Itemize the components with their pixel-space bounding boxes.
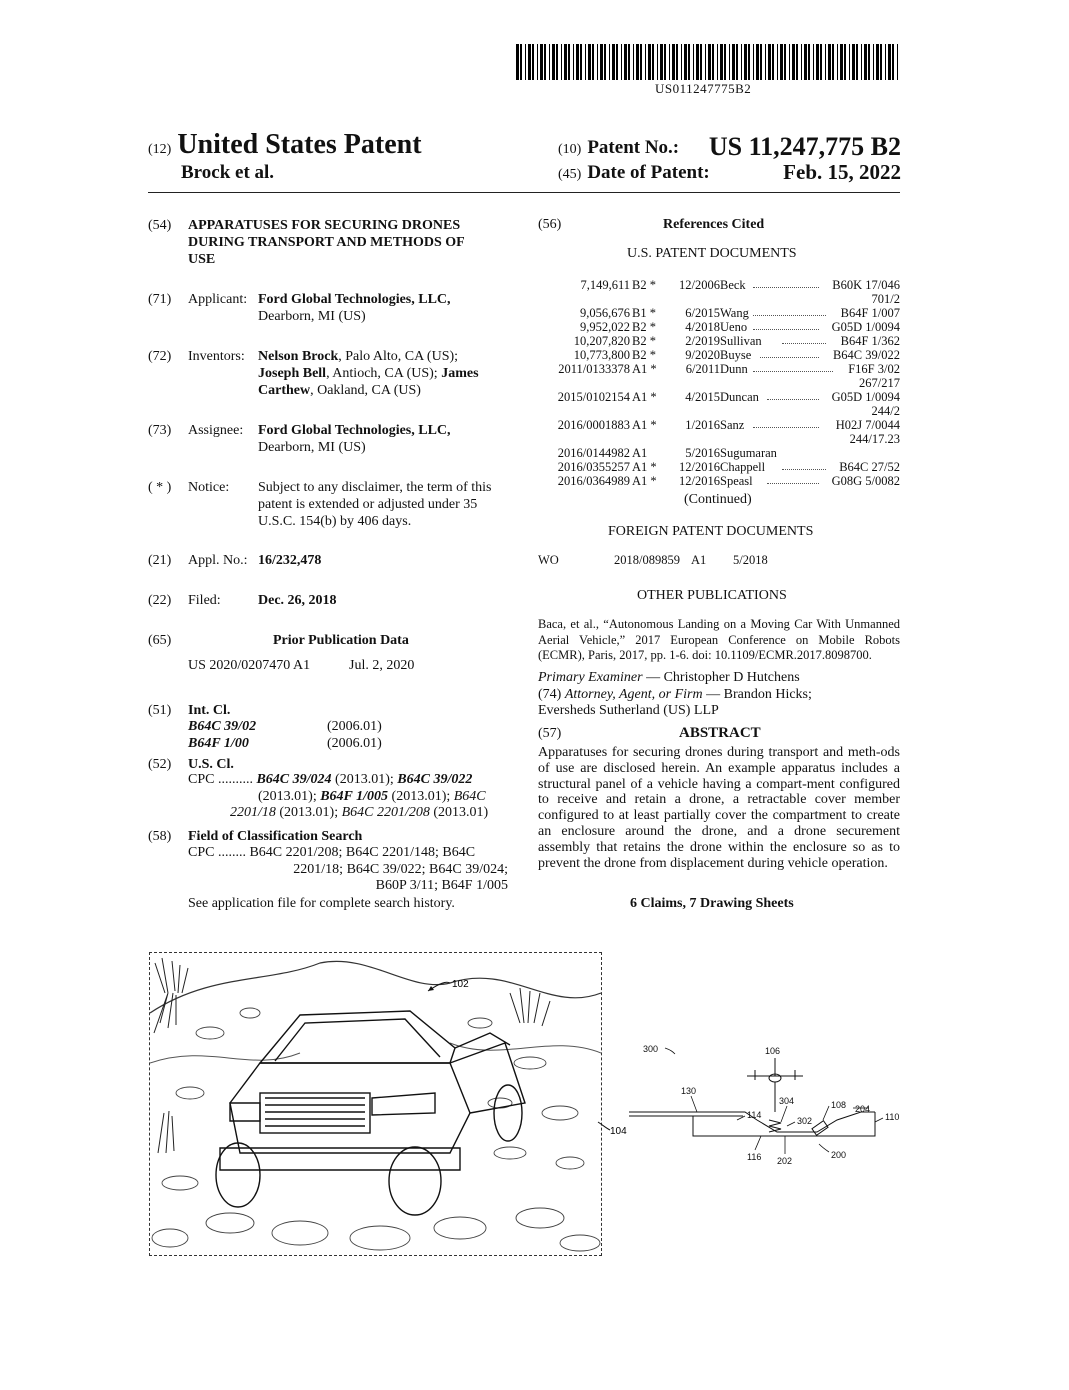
ref-date: 6/2015 [685,306,720,320]
patent-type-title [148,129,422,161]
date-of-patent-label [558,162,710,184]
ref-200: 200 [831,1150,847,1160]
date-code: (45) [558,167,582,182]
us-cl-code: (52) [148,757,172,772]
us-docs-heading: U.S. PATENT DOCUMENTS [627,246,797,261]
ref-130: 130 [681,1086,697,1096]
ref-number: 9,056,676 [580,306,630,320]
ref-number: 2016/0001883 [557,418,630,432]
ref-204: 204 [855,1104,871,1114]
ref-116: 116 [747,1152,762,1162]
us-reference-row [538,474,900,488]
ref-kind: B2 * [632,348,656,362]
patent-number-label [558,137,679,159]
foreign-docs-heading: FOREIGN PATENT DOCUMENTS [608,524,814,539]
inventor-short: Brock et al. [181,162,275,183]
us-cl-label: U.S. Cl. [188,757,234,772]
date-label-text: Date of Patent: [587,162,710,183]
ref-class: G05D 1/0094 [831,320,900,334]
field-search-code: (58) [148,829,172,844]
ref-class: B64C 39/022 [832,348,900,362]
ref-inventor: Sanz [720,418,745,432]
ref-300: 300 [643,1044,659,1054]
patent-number-label-text: Patent No.: [587,137,680,158]
attorney-firm: Eversheds Sutherland (US) LLP [538,703,719,718]
int-cl-version: (2006.01) [327,719,382,734]
cpc-year: (2013.01); [258,788,321,804]
primary-examiner [538,670,800,686]
us-reference-row [538,348,900,362]
foreign-date: 5/2018 [733,553,768,567]
header-rule [148,192,900,193]
assignee [258,422,451,456]
us-reference-row [538,362,900,390]
field-search-classes [188,845,508,895]
cpc-class: B64F 1/005 [320,788,389,804]
int-cl-version: (2006.01) [327,736,382,751]
ref-class: F16F 3/02 [848,362,900,376]
ref-inventor: Chappell [720,460,766,474]
claims-sheets: 6 Claims, 7 Drawing Sheets [630,896,794,911]
us-reference-row [538,320,900,334]
notice-code: ( * ) [148,480,172,495]
field-search-line: B60P 3/11; B64F 1/005 [375,878,508,893]
ref-110: 110 [885,1112,900,1122]
applicant-location: Dearborn, MI (US) [258,309,366,324]
ref-class: B60K 17/046 [832,278,900,292]
ref-leader-dots [753,371,833,372]
field-search-line: 2201/18; B64C 39/022; B64C 39/024; [293,861,508,877]
refs-heading: References Cited [663,217,765,232]
ref-106: 106 [765,1046,781,1056]
appl-label: Appl. No.: [188,553,248,568]
ref-kind: A1 * [632,460,657,474]
inventor-location: , Palo Alto, CA (US); [338,349,459,364]
abstract-text: Apparatuses for securing drones during transport and meth-ods of use are disclosed herein. An example apparatus includes a structural panel of a vehicle having a compart-ment configured to receive and retain a drone, a retractable cover member configured to at least partially cover the compartment to create an enclosure around the drone, and a drone securement assembly that retains the drone within the enclosure so as to prevent the drone from displacement during vehicle operation. [538,745,900,871]
ref-date: 4/2015 [685,390,720,404]
assignee-label: Assignee: [188,423,244,438]
prior-pub-date: Jul. 2, 2020 [349,658,415,673]
assignee-name: Ford Global Technologies, LLC, [258,423,451,438]
prior-pub-code: (65) [148,633,172,648]
invention-title-line: APPARATUSES FOR SECURING DRONES [188,218,461,233]
applicant-label: Applicant: [188,292,248,307]
ref-class-cont: 244/17.23 [849,432,900,446]
ref-date: 9/2020 [685,348,720,362]
ref-inventor: Wang [720,306,749,320]
abstract-heading: ABSTRACT [679,725,761,741]
foreign-kind: A1 [691,553,707,567]
abstract-code: (57) [538,726,562,741]
cpc-year: (2013.01); [388,788,454,804]
applicant [258,291,451,325]
inventor-location: , Oakland, CA (US) [310,383,421,398]
invention-title-line: USE [188,252,216,267]
cpc-classes [188,772,510,822]
ref-114: 114 [747,1110,762,1120]
us-reference-row [538,460,900,474]
cpc-year: (2013.01); [275,805,342,820]
other-publication: Baca, et al., “Autonomous Landing on a Moving Car With Unmanned Aerial Vehicle,” 2017 European Conference on Mobile Robots (ECMR), Paris, 2017, pp. 1-6. doi: 10.1109/ECMR.2017.8098700. [538,617,900,662]
ref-inventor: Dunn [720,362,748,376]
prior-pub-heading: Prior Publication Data [273,633,409,648]
ref-class: B64F 1/007 [840,306,900,320]
ref-class: G05D 1/0094 [831,390,900,404]
ref-kind: A1 * [632,418,657,432]
ref-302: 302 [797,1116,813,1126]
appl-code: (21) [148,553,172,568]
ref-kind: B1 * [632,306,656,320]
ref-number: 9,952,022 [580,320,630,334]
ref-class: B64F 1/362 [840,334,900,348]
cpc-class: 2201/18 [230,805,276,820]
ref-class: H02J 7/0044 [835,418,900,432]
filed-code: (22) [148,593,172,608]
ref-leader-dots [760,357,819,358]
date-of-patent: Feb. 15, 2022 [783,160,901,184]
filed-label: Filed: [188,593,221,608]
ref-date: 12/2006 [679,278,720,292]
title-code: (12) [148,142,172,157]
assignee-location: Dearborn, MI (US) [258,440,366,455]
ref-leader-dots [782,343,826,344]
appl-number: 16/232,478 [258,553,322,568]
inventor-name: Nelson Brock [258,349,339,364]
prior-pub-number: US 2020/0207470 A1 [188,658,311,673]
field-search-label: Field of Classification Search [188,829,363,844]
int-cl-class: B64F 1/00 [188,736,249,751]
ref-class: G08G 5/0082 [831,474,900,488]
title-field-code: (54) [148,218,172,233]
ref-date: 4/2018 [685,320,720,334]
cpc-prefix: CPC .......... [188,772,253,787]
notice-line: Subject to any disclaimer, the term of this [258,480,492,495]
us-reference-row [538,418,900,446]
ref-leader-dots [753,329,819,330]
ref-kind: B2 * [632,278,656,292]
int-cl-code: (51) [148,703,172,718]
barcode [516,44,902,80]
inventor-name: Joseph Bell [258,366,327,381]
inventor-name: James [441,366,479,381]
notice-label: Notice: [188,480,230,495]
us-reference-row [538,390,900,418]
ref-number: 2016/0355257 [557,460,630,474]
us-reference-row [538,278,900,306]
ref-202: 202 [777,1156,793,1166]
ref-kind: A1 * [632,390,657,404]
us-reference-row [538,334,900,348]
ref-inventor: Buyse [720,348,752,362]
ref-leader-dots [767,483,819,484]
ref-inventor: Speasl [720,474,753,488]
patent-number: US 11,247,775 B2 [708,132,901,161]
ref-date: 1/2016 [685,418,720,432]
attorney-label: Attorney, Agent, or Firm [564,687,703,702]
ref-number: 2011/0133378 [558,362,630,376]
filed-date: Dec. 26, 2018 [258,593,337,608]
ref-inventor: Duncan [720,390,759,404]
cpc-class: B64C 39/024 [256,772,332,787]
refs-continued: (Continued) [684,492,752,507]
ref-108: 108 [831,1100,847,1110]
invention-title-line: DURING TRANSPORT AND METHODS OF [188,235,465,250]
foreign-number: 2018/089859 [614,553,680,567]
ref-inventor: Sugumaran [720,446,777,460]
title-text: United States Patent [177,129,422,160]
ref-inventor: Ueno [720,320,748,334]
ref-date: 5/2016 [685,446,720,460]
ref-kind: A1 * [632,474,657,488]
cpc-class: B64C 39/022 [397,772,473,787]
ref-kind: B2 * [632,320,656,334]
ref-class-cont: 267/217 [859,376,900,390]
refs-code: (56) [538,217,562,232]
ref-date: 12/2016 [679,460,720,474]
figure-truck [149,952,602,1256]
patent-number-code: (10) [558,142,582,157]
cpc-class: B64C [453,788,486,804]
cpc-year: (2013.01) [429,805,489,820]
inventors-code: (72) [148,349,172,364]
inventors [258,348,508,399]
notice-line: patent is extended or adjusted under 35 [258,497,478,512]
field-search-line: CPC ........ B64C 2201/208; B64C 2201/148; B64C [188,845,476,860]
foreign-country: WO [538,553,559,567]
field-search-note: See application file for complete search history. [188,896,455,911]
notice-text [258,479,510,530]
us-reference-row [538,446,900,460]
int-cl-class: B64C 39/02 [188,719,257,734]
examiner-label: Primary Examiner [538,670,643,685]
inventor-name: Carthew [258,383,311,398]
attorney-code: (74) [538,687,565,702]
applicant-code: (71) [148,292,172,307]
ref-104: 104 [610,1126,627,1137]
applicant-name: Ford Global Technologies, LLC, [258,292,451,307]
ref-class: B64C 27/52 [839,460,900,474]
examiner-name: — Christopher D Hutchens [642,670,800,685]
inventors-label: Inventors: [188,349,245,364]
notice-line: U.S.C. 154(b) by 406 days. [258,514,412,529]
attorney-name: — Brandon Hicks; [702,687,812,702]
ref-number: 10,207,820 [573,334,630,348]
ref-number: 7,149,611 [580,278,630,292]
ref-leader-dots [767,399,819,400]
barcode-number: US011247775B2 [655,81,752,96]
ref-class-cont: 701/2 [871,292,900,306]
ref-number: 2015/0102154 [557,390,630,404]
ref-class-cont: 244/2 [871,404,900,418]
inventor-location: , Antioch, CA (US); [326,366,438,381]
ref-102: 102 [452,979,469,990]
figure-cross-section [625,1036,910,1171]
cpc-class: B64C 2201/208 [341,805,430,820]
us-reference-row [538,306,900,320]
ref-number: 10,773,800 [573,348,630,362]
ref-inventor: Sullivan [720,334,762,348]
truck-drawing [150,953,601,1255]
cpc-year: (2013.01); [331,772,398,787]
ref-date: 6/2011 [685,362,720,376]
ref-inventor: Beck [720,278,746,292]
ref-kind: B2 * [632,334,656,348]
attorney [538,687,812,703]
ref-leader-dots [753,427,819,428]
ref-date: 12/2016 [679,474,720,488]
ref-date: 2/2019 [685,334,720,348]
other-pubs-heading: OTHER PUBLICATIONS [637,588,787,603]
assignee-code: (73) [148,423,172,438]
ref-leader-dots [753,287,819,288]
ref-number: 2016/0144982 [557,446,630,460]
ref-leader-dots [782,469,826,470]
ref-number: 2016/0364989 [557,474,630,488]
ref-leader-dots [753,315,826,316]
ref-kind: A1 * [632,362,657,376]
ref-kind: A1 [632,446,648,460]
invention-title [188,217,465,268]
int-cl-label: Int. Cl. [188,703,231,718]
ref-304: 304 [779,1096,795,1106]
